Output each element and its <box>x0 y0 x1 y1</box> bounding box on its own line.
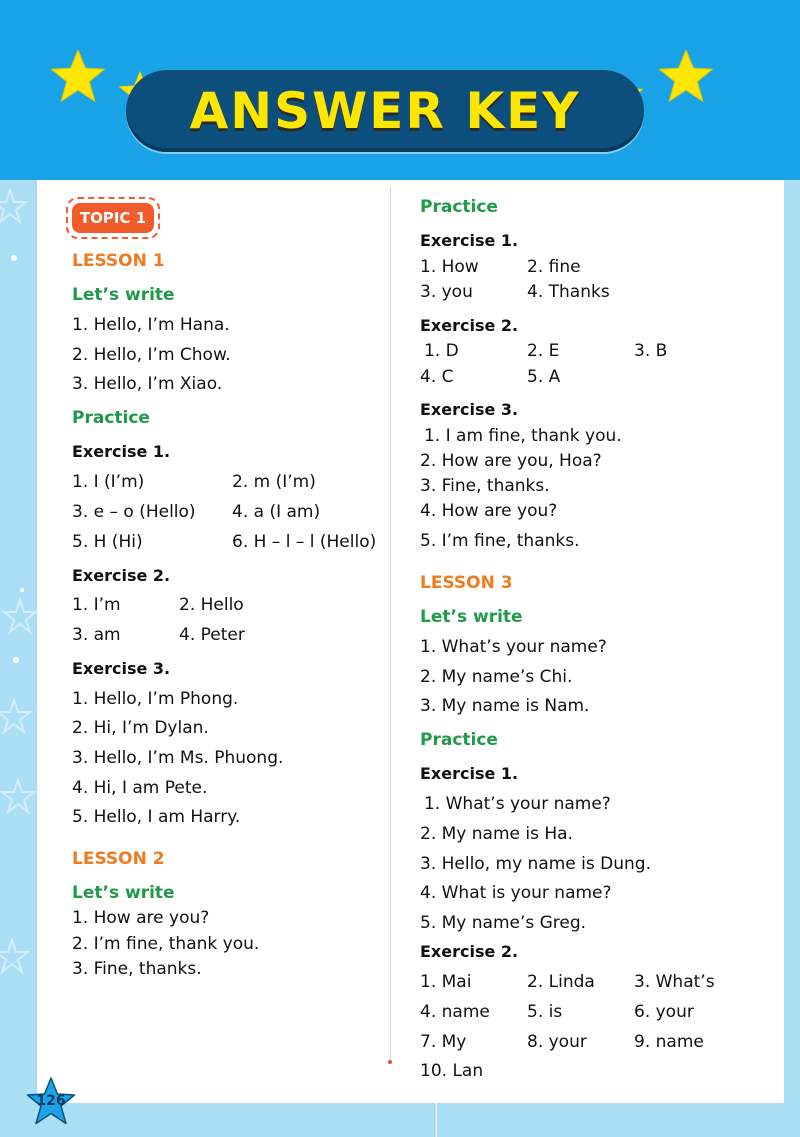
star-icon <box>658 48 714 104</box>
right-decorative-band <box>784 180 800 1137</box>
divider-dot <box>388 1060 392 1064</box>
list-item: 1. What’s your name? <box>420 637 607 657</box>
list-item: 4. Peter <box>179 625 245 645</box>
title-pill <box>126 70 644 152</box>
list-item: 4. How are you? <box>420 501 558 521</box>
list-item: 5. Hello, I am Harry. <box>72 807 241 827</box>
list-item: 3. you <box>420 282 473 302</box>
list-item: 6. your <box>634 1002 694 1022</box>
list-item: 2. I’m fine, thank you. <box>72 934 260 954</box>
list-item: 3. Hello, my name is Dung. <box>420 854 651 874</box>
lesson-3-heading: LESSON 3 <box>420 573 513 593</box>
left-decorative-band <box>0 180 37 1137</box>
lets-write-heading: Let’s write <box>72 285 175 305</box>
list-item: 3. What’s <box>634 972 715 992</box>
list-item: 1. What’s your name? <box>424 794 611 814</box>
list-item: 2. Hello <box>179 595 244 615</box>
exercise-heading: Exercise 1. <box>420 764 519 783</box>
list-item: 2. Linda <box>527 972 595 992</box>
practice-heading: Practice <box>420 197 498 217</box>
list-item: 1. Hello, I’m Phong. <box>72 689 239 709</box>
list-item: 4. name <box>420 1002 490 1022</box>
lets-write-heading: Let’s write <box>72 883 175 903</box>
list-item: 3. Fine, thanks. <box>420 476 550 496</box>
list-item: 1. How are you? <box>72 908 210 928</box>
list-item: 1. Hello, I’m Hana. <box>72 315 230 335</box>
list-item: 2. fine <box>527 257 581 277</box>
list-item: 1. I’m <box>72 595 121 615</box>
list-item: 4. Thanks <box>527 282 610 302</box>
list-item: 1. I am fine, thank you. <box>424 426 622 446</box>
list-item: 4. a (I am) <box>232 502 321 522</box>
list-item: 7. My <box>420 1032 467 1052</box>
list-item: 4. C <box>420 367 454 387</box>
list-item: 2. m (I’m) <box>232 472 316 492</box>
list-item: 2. My name is Ha. <box>420 824 573 844</box>
list-item: 4. Hi, I am Pete. <box>72 778 208 798</box>
exercise-heading: Exercise 2. <box>420 942 519 961</box>
practice-heading: Practice <box>420 730 498 750</box>
list-item: 2. Hello, I’m Chow. <box>72 345 231 365</box>
lesson-2-heading: LESSON 2 <box>72 849 165 869</box>
exercise-heading: Exercise 2. <box>420 316 519 335</box>
list-item: 5. My name’s Greg. <box>420 913 587 933</box>
list-item: 8. your <box>527 1032 587 1052</box>
exercise-heading: Exercise 3. <box>420 400 519 419</box>
bottom-decorative-band <box>0 1103 800 1137</box>
exercise-heading: Exercise 3. <box>72 659 171 678</box>
header-banner <box>0 0 800 180</box>
list-item: 1. D <box>424 341 459 361</box>
list-item: 1. I (I’m) <box>72 472 145 492</box>
star-pattern-icon <box>0 180 37 1080</box>
list-item: 5. is <box>527 1002 563 1022</box>
column-divider <box>390 188 391 1064</box>
lesson-1-heading: LESSON 1 <box>72 251 165 271</box>
exercise-heading: Exercise 1. <box>420 231 519 250</box>
topic-badge <box>66 197 160 239</box>
star-icon <box>50 48 106 104</box>
list-item: 9. name <box>634 1032 704 1052</box>
list-item: 1. Mai <box>420 972 472 992</box>
lets-write-heading: Let’s write <box>420 607 523 627</box>
list-item: 4. What is your name? <box>420 883 612 903</box>
list-item: 3. Fine, thanks. <box>72 959 202 979</box>
exercise-heading: Exercise 1. <box>72 442 171 461</box>
exercise-heading: Exercise 2. <box>72 566 171 585</box>
list-item: 5. H (Hi) <box>72 532 143 552</box>
practice-heading: Practice <box>72 408 150 428</box>
list-item: 3. Hello, I’m Ms. Phuong. <box>72 748 284 768</box>
list-item: 3. My name is Nam. <box>420 696 590 716</box>
list-item: 2. Hi, I’m Dylan. <box>72 718 209 738</box>
topic-label: TOPIC 1 <box>72 203 154 233</box>
list-item: 6. H – l – l (Hello) <box>232 532 377 552</box>
page-title: ANSWER KEY <box>189 82 581 140</box>
list-item: 3. Hello, I’m Xiao. <box>72 374 223 394</box>
list-item: 3. am <box>72 625 121 645</box>
list-item: 10. Lan <box>420 1061 484 1081</box>
list-item: 3. B <box>634 341 668 361</box>
list-item: 2. My name’s Chi. <box>420 667 573 687</box>
list-item: 5. I’m fine, thanks. <box>420 531 580 551</box>
list-item: 1. How <box>420 257 479 277</box>
page-number: 126 <box>36 1093 66 1109</box>
list-item: 3. e – o (Hello) <box>72 502 196 522</box>
list-item: 2. E <box>527 341 560 361</box>
bottom-divider <box>436 1103 437 1137</box>
list-item: 5. A <box>527 367 561 387</box>
list-item: 2. How are you, Hoa? <box>420 451 602 471</box>
